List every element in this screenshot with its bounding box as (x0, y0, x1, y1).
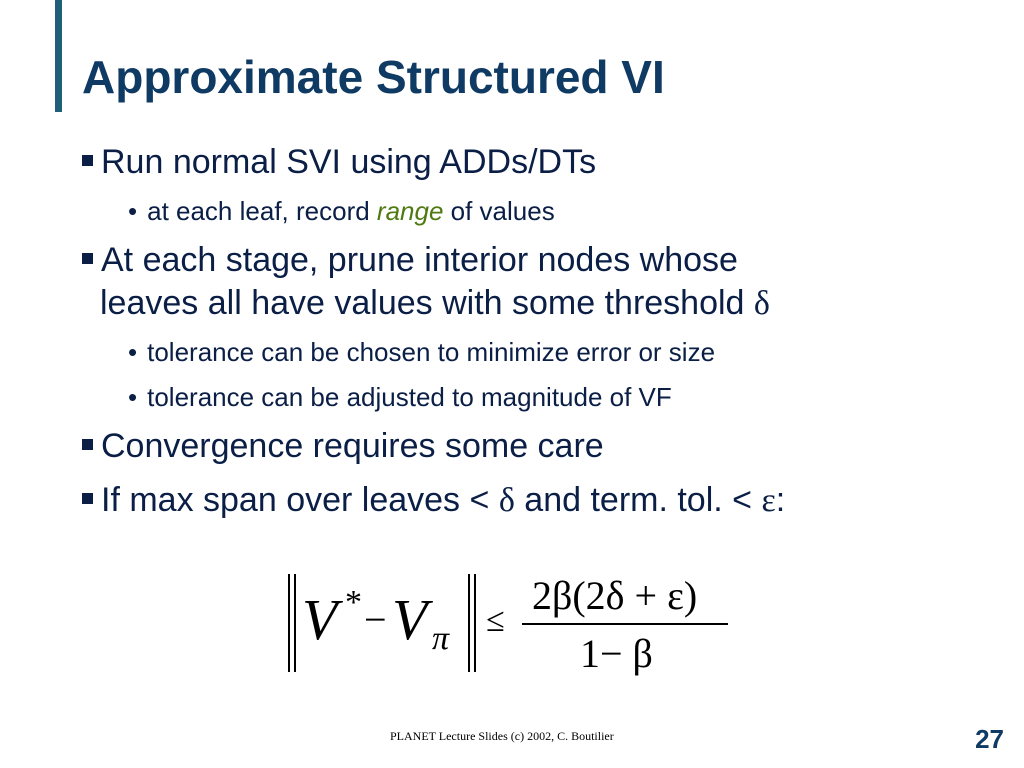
dot-bullet-icon: • (128, 337, 138, 367)
formula-leq: ≤ (486, 602, 505, 639)
bullet-2-sub-2: • tolerance can be adjusted to magnitude of VF (128, 382, 672, 412)
slide-title: Approximate Structured VI (82, 51, 665, 103)
norm-bar-left-inner (294, 574, 296, 672)
norm-bar-left-outer (288, 574, 290, 672)
formula-v-pi: V (392, 587, 428, 652)
norm-bar-right-outer (474, 574, 476, 672)
dot-bullet-icon: • (128, 382, 138, 412)
square-bullet-icon (82, 439, 93, 450)
formula-minus: − (364, 597, 387, 642)
square-bullet-icon (82, 155, 93, 166)
bullet-1-sub-1: • at each leaf, record range of values (128, 196, 555, 226)
dot-bullet-icon: • (128, 196, 138, 226)
formula-numerator: 2β(2δ + ε) (532, 573, 698, 618)
bullet-2-sub-1: • tolerance can be chosen to minimize error or size (128, 337, 716, 367)
bullet-3: Convergence requires some care (82, 426, 604, 466)
bullet-2: At each stage, prune interior nodes whose (82, 240, 738, 280)
delta-symbol: δ (753, 285, 770, 322)
fraction-line (522, 623, 728, 625)
bullet-4: If max span over leaves < δ and term. tol. < ε: (82, 480, 785, 521)
formula-star: * (345, 584, 362, 621)
norm-bar-right-inner (468, 574, 470, 672)
title-accent-bar (55, 0, 62, 112)
footer-credit: PLANET Lecture Slides (c) 2002, C. Boutilier (390, 729, 614, 743)
formula-denominator: 1− β (580, 631, 653, 676)
formula-v: V (302, 587, 338, 652)
emphasis-range: range (376, 196, 444, 226)
bound-formula (282, 568, 742, 678)
bullet-1: Run normal SVI using ADDs/DTs (82, 142, 596, 182)
formula-pi: π (432, 620, 450, 657)
page-number: 27 (975, 724, 1004, 754)
epsilon-symbol: ε (761, 482, 776, 519)
bullet-2-continuation: leaves all have values with some threshold δ (100, 284, 770, 322)
square-bullet-icon (82, 493, 93, 504)
square-bullet-icon (82, 253, 93, 264)
delta-symbol: δ (498, 482, 515, 519)
